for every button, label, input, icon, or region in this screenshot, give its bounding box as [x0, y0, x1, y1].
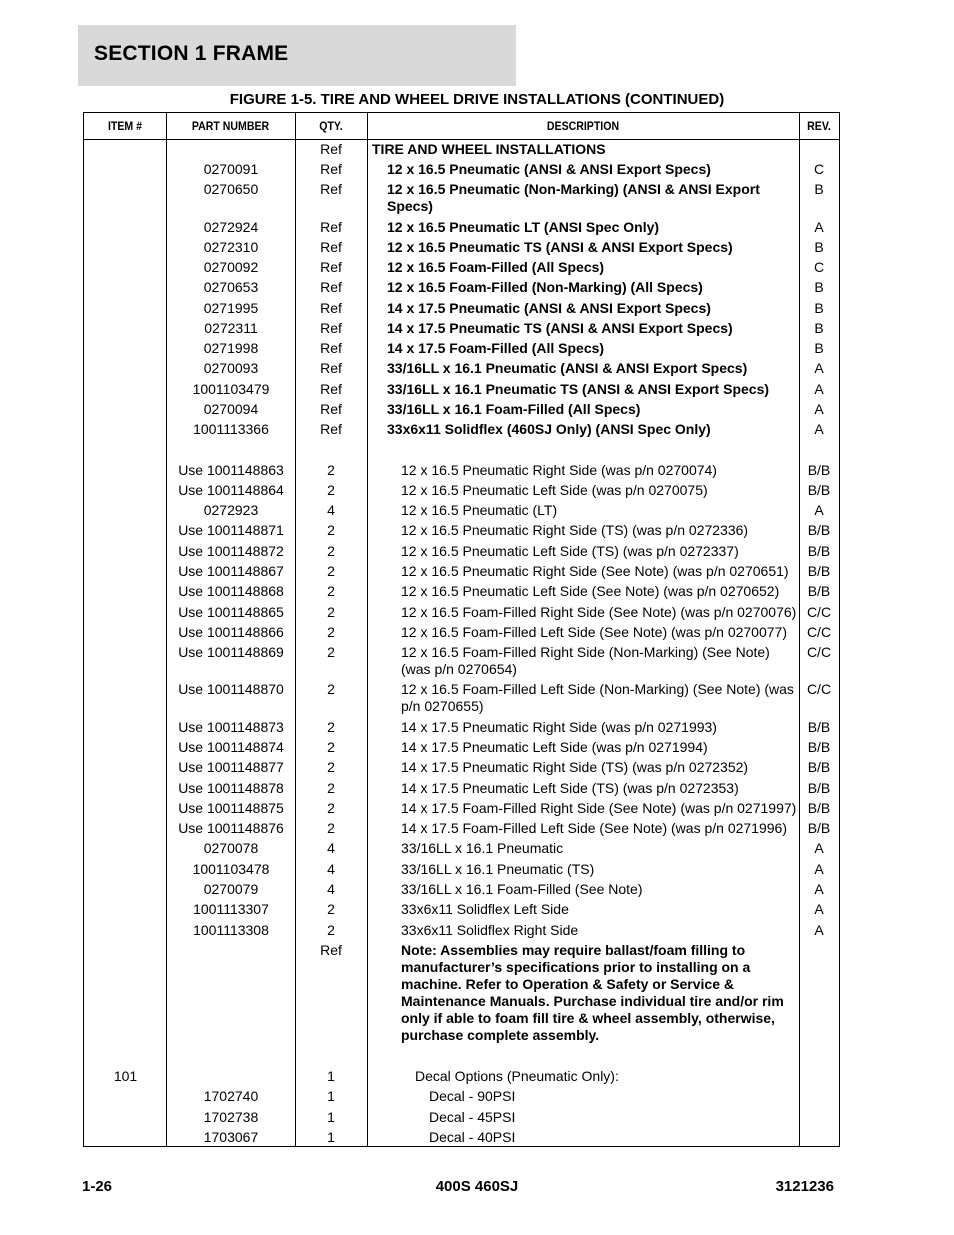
part-number: 0272923 — [203, 502, 259, 518]
part-number: Use 1001148874 — [178, 739, 284, 755]
revision: C/C — [806, 604, 832, 620]
model-number: 400S 460SJ — [435, 1178, 519, 1195]
description: 33/16LL x 16.1 Foam-Filled (All Specs) — [387, 401, 641, 417]
revision: C/C — [806, 644, 832, 660]
quantity: Ref — [320, 300, 342, 316]
description: 33/16LL x 16.1 Foam-Filled (See Note) — [401, 881, 643, 897]
parts-table — [83, 112, 840, 1147]
quantity: 2 — [327, 780, 335, 796]
header-description: DESCRIPTION — [546, 119, 620, 133]
quantity: 2 — [327, 482, 335, 498]
part-number: 0270079 — [203, 881, 259, 897]
revision: B/B — [807, 820, 831, 836]
quantity: 2 — [327, 644, 335, 660]
quantity: 1 — [327, 1109, 335, 1125]
part-number: 0270094 — [203, 401, 259, 417]
section-title: SECTION 1 FRAME — [94, 42, 289, 65]
part-number: 1001113366 — [193, 421, 269, 437]
description: 33/16LL x 16.1 Pneumatic — [401, 840, 564, 856]
quantity: 1 — [327, 1129, 335, 1145]
part-number: Use 1001148864 — [178, 482, 284, 498]
description: Decal - 40PSI — [429, 1129, 516, 1145]
revision: B/B — [807, 563, 831, 579]
part-number: 1001113307 — [193, 901, 269, 917]
quantity: 4 — [327, 502, 335, 518]
part-number: 0270653 — [203, 279, 259, 295]
part-number: 0270093 — [203, 360, 259, 376]
revision: A — [814, 922, 824, 938]
part-number: Use 1001148876 — [178, 820, 284, 836]
description: 12 x 16.5 Foam-Filled (Non-Marking) (All Specs) — [387, 279, 703, 295]
header-part-number: PART NUMBER — [191, 119, 270, 133]
quantity: 2 — [327, 739, 335, 755]
figure-title: FIGURE 1-5. TIRE AND WHEEL DRIVE INSTALLATIONS (CONTINUED) — [229, 91, 725, 108]
part-number: 0272924 — [203, 219, 259, 235]
quantity: 2 — [327, 624, 335, 640]
part-number: 1001103478 — [192, 861, 270, 877]
quantity: 2 — [327, 759, 335, 775]
revision: B/B — [807, 739, 831, 755]
revision: A — [814, 881, 824, 897]
part-number: 0270092 — [203, 259, 259, 275]
quantity: 1 — [327, 1068, 335, 1084]
quantity: 2 — [327, 681, 335, 697]
quantity: 2 — [327, 462, 335, 478]
quantity: Ref — [320, 141, 342, 157]
part-number: Use 1001148865 — [178, 604, 284, 620]
quantity: 2 — [327, 820, 335, 836]
part-number: Use 1001148869 — [178, 644, 284, 660]
description: 12 x 16.5 Foam-Filled (All Specs) — [387, 259, 605, 275]
quantity: 2 — [327, 719, 335, 735]
quantity: Ref — [320, 219, 342, 235]
part-number: 1001103479 — [192, 381, 270, 397]
revision: C/C — [806, 681, 832, 697]
part-number: Use 1001148872 — [178, 543, 284, 559]
description: 12 x 16.5 Foam-Filled Right Side (Non-Marking) (See Note) (was p/n 0270654) — [401, 644, 770, 677]
revision: C — [813, 259, 825, 275]
part-number: Use 1001148878 — [178, 780, 284, 796]
description: 14 x 17.5 Foam-Filled (All Specs) — [387, 340, 605, 356]
part-number: Use 1001148877 — [178, 759, 284, 775]
quantity: 4 — [327, 861, 335, 877]
header-item: ITEM # — [107, 119, 143, 133]
quantity: Ref — [320, 181, 342, 197]
quantity: 2 — [327, 563, 335, 579]
section-header — [78, 25, 516, 86]
part-number: 1702738 — [203, 1109, 259, 1125]
revision: C/C — [806, 624, 832, 640]
part-number: Use 1001148875 — [178, 800, 284, 816]
revision: A — [814, 401, 824, 417]
quantity: 2 — [327, 604, 335, 620]
quantity: Ref — [320, 320, 342, 336]
part-number: Use 1001148870 — [178, 681, 284, 697]
part-number: 0270650 — [203, 181, 259, 197]
header-qty: QTY. — [319, 119, 343, 133]
part-number: 1703067 — [203, 1129, 259, 1145]
quantity: Ref — [320, 401, 342, 417]
quantity: Ref — [320, 360, 342, 376]
revision: B/B — [807, 800, 831, 816]
revision: B/B — [807, 780, 831, 796]
part-number: Use 1001148868 — [178, 583, 284, 599]
description: 33x6x11 Solidflex Left Side — [401, 901, 569, 917]
description: 14 x 17.5 Pneumatic Left Side (TS) (was p/n 0272353) — [401, 780, 739, 796]
quantity: 4 — [327, 881, 335, 897]
revision: A — [814, 901, 824, 917]
description: 12 x 16.5 Pneumatic (ANSI & ANSI Export Specs) — [387, 161, 711, 177]
revision: A — [814, 421, 824, 437]
revision: B — [814, 340, 824, 356]
part-number: Use 1001148873 — [178, 719, 284, 735]
description: 12 x 16.5 Pneumatic (Non-Marking) (ANSI & ANSI Export Specs) — [387, 181, 760, 214]
part-number: Use 1001148867 — [178, 563, 284, 579]
revision: C — [813, 161, 825, 177]
description: 12 x 16.5 Pneumatic Right Side (TS) (was p/n 0272336) — [401, 522, 749, 538]
part-number: Use 1001148871 — [178, 522, 284, 538]
part-number: 0271998 — [203, 340, 259, 356]
revision: B/B — [807, 543, 831, 559]
quantity: Ref — [320, 239, 342, 255]
description: 14 x 17.5 Pneumatic TS (ANSI & ANSI Export Specs) — [387, 320, 733, 336]
revision: B/B — [807, 462, 831, 478]
quantity: Ref — [320, 381, 342, 397]
description: 14 x 17.5 Pneumatic (ANSI & ANSI Export Specs) — [387, 300, 711, 316]
description: 12 x 16.5 Pneumatic Right Side (See Note) (was p/n 0270651) — [401, 563, 789, 579]
quantity: 2 — [327, 901, 335, 917]
description: TIRE AND WHEEL INSTALLATIONS — [372, 141, 606, 157]
description: 33x6x11 Solidflex (460SJ Only) (ANSI Spec Only) — [387, 421, 711, 437]
document-number: 3121236 — [775, 1178, 834, 1195]
quantity: Ref — [320, 259, 342, 275]
description: 14 x 17.5 Pneumatic Right Side (was p/n 0271993) — [401, 719, 717, 735]
quantity: 2 — [327, 583, 335, 599]
revision: B — [814, 300, 824, 316]
revision: B — [814, 279, 824, 295]
quantity: 1 — [327, 1088, 335, 1104]
quantity: 2 — [327, 922, 335, 938]
description: 12 x 16.5 Pneumatic Left Side (See Note) (was p/n 0270652) — [401, 583, 780, 599]
quantity: Ref — [320, 279, 342, 295]
description: Decal - 45PSI — [429, 1109, 516, 1125]
description: 14 x 17.5 Foam-Filled Left Side (See Note) (was p/n 0271996) — [401, 820, 787, 836]
quantity: Ref — [320, 421, 342, 437]
description: 12 x 16.5 Pneumatic Left Side (TS) (was p/n 0272337) — [401, 543, 739, 559]
page-number: 1-26 — [82, 1178, 113, 1195]
revision: B/B — [807, 719, 831, 735]
description: 12 x 16.5 Foam-Filled Left Side (Non-Marking) (See Note) (was p/n 0270655) — [401, 681, 794, 714]
revision: A — [814, 861, 824, 877]
part-number: 1001113308 — [193, 922, 269, 938]
revision: B/B — [807, 482, 831, 498]
description: 33/16LL x 16.1 Pneumatic TS (ANSI & ANSI Export Specs) — [387, 381, 770, 397]
quantity: 2 — [327, 522, 335, 538]
description: 14 x 17.5 Pneumatic Left Side (was p/n 0271994) — [401, 739, 708, 755]
item-number: 101 — [113, 1068, 138, 1084]
revision: B/B — [807, 583, 831, 599]
quantity: 2 — [327, 543, 335, 559]
description: Note: Assemblies may require ballast/foam filling to manufacturer’s specifications prior to installing on a machine. Refer to Operation & Safety or Service & Maintenance Manuals. Purchase individual tire and/or rim only if able to foam fill tire & wheel assembly, otherwise, purchase complete assembly. — [401, 942, 784, 1043]
description: 12 x 16.5 Pneumatic LT (ANSI Spec Only) — [387, 219, 660, 235]
part-number: 0272311 — [204, 320, 258, 336]
column-divider — [367, 113, 368, 1146]
quantity: Ref — [320, 340, 342, 356]
part-number: 1702740 — [203, 1088, 259, 1104]
revision: B/B — [807, 522, 831, 538]
part-number: 0272310 — [203, 239, 259, 255]
revision: A — [814, 840, 824, 856]
revision: A — [814, 360, 824, 376]
revision: B — [814, 239, 824, 255]
description: 12 x 16.5 Foam-Filled Right Side (See Note) (was p/n 0270076) — [401, 604, 797, 620]
part-number: 0270078 — [203, 840, 259, 856]
revision: A — [814, 219, 824, 235]
part-number: 0270091 — [203, 161, 259, 177]
description: 12 x 16.5 Foam-Filled Left Side (See Note) (was p/n 0270077) — [401, 624, 787, 640]
description: 12 x 16.5 Pneumatic TS (ANSI & ANSI Export Specs) — [387, 239, 733, 255]
description: 14 x 17.5 Foam-Filled Right Side (See Note) (was p/n 0271997) — [401, 800, 797, 816]
description: Decal - 90PSI — [429, 1088, 516, 1104]
revision: B — [814, 320, 824, 336]
revision: B/B — [807, 759, 831, 775]
quantity: Ref — [320, 161, 342, 177]
header-divider — [84, 139, 839, 140]
part-number: Use 1001148866 — [178, 624, 284, 640]
description: 14 x 17.5 Pneumatic Right Side (TS) (was p/n 0272352) — [401, 759, 749, 775]
revision: A — [814, 502, 824, 518]
description: Decal Options (Pneumatic Only): — [415, 1068, 619, 1084]
description: 33x6x11 Solidflex Right Side — [401, 922, 579, 938]
revision: B — [814, 181, 824, 197]
part-number: 0271995 — [203, 300, 259, 316]
part-number: Use 1001148863 — [178, 462, 284, 478]
description: 33/16LL x 16.1 Pneumatic (ANSI & ANSI Export Specs) — [387, 360, 748, 376]
description: 33/16LL x 16.1 Pneumatic (TS) — [401, 861, 595, 877]
quantity: 2 — [327, 800, 335, 816]
quantity: Ref — [320, 942, 342, 958]
header-rev: REV. — [807, 119, 831, 133]
description: 12 x 16.5 Pneumatic Right Side (was p/n 0270074) — [401, 462, 717, 478]
revision: A — [814, 381, 824, 397]
description: 12 x 16.5 Pneumatic (LT) — [401, 502, 558, 518]
description: 12 x 16.5 Pneumatic Left Side (was p/n 0270075) — [401, 482, 708, 498]
quantity: 4 — [327, 840, 335, 856]
